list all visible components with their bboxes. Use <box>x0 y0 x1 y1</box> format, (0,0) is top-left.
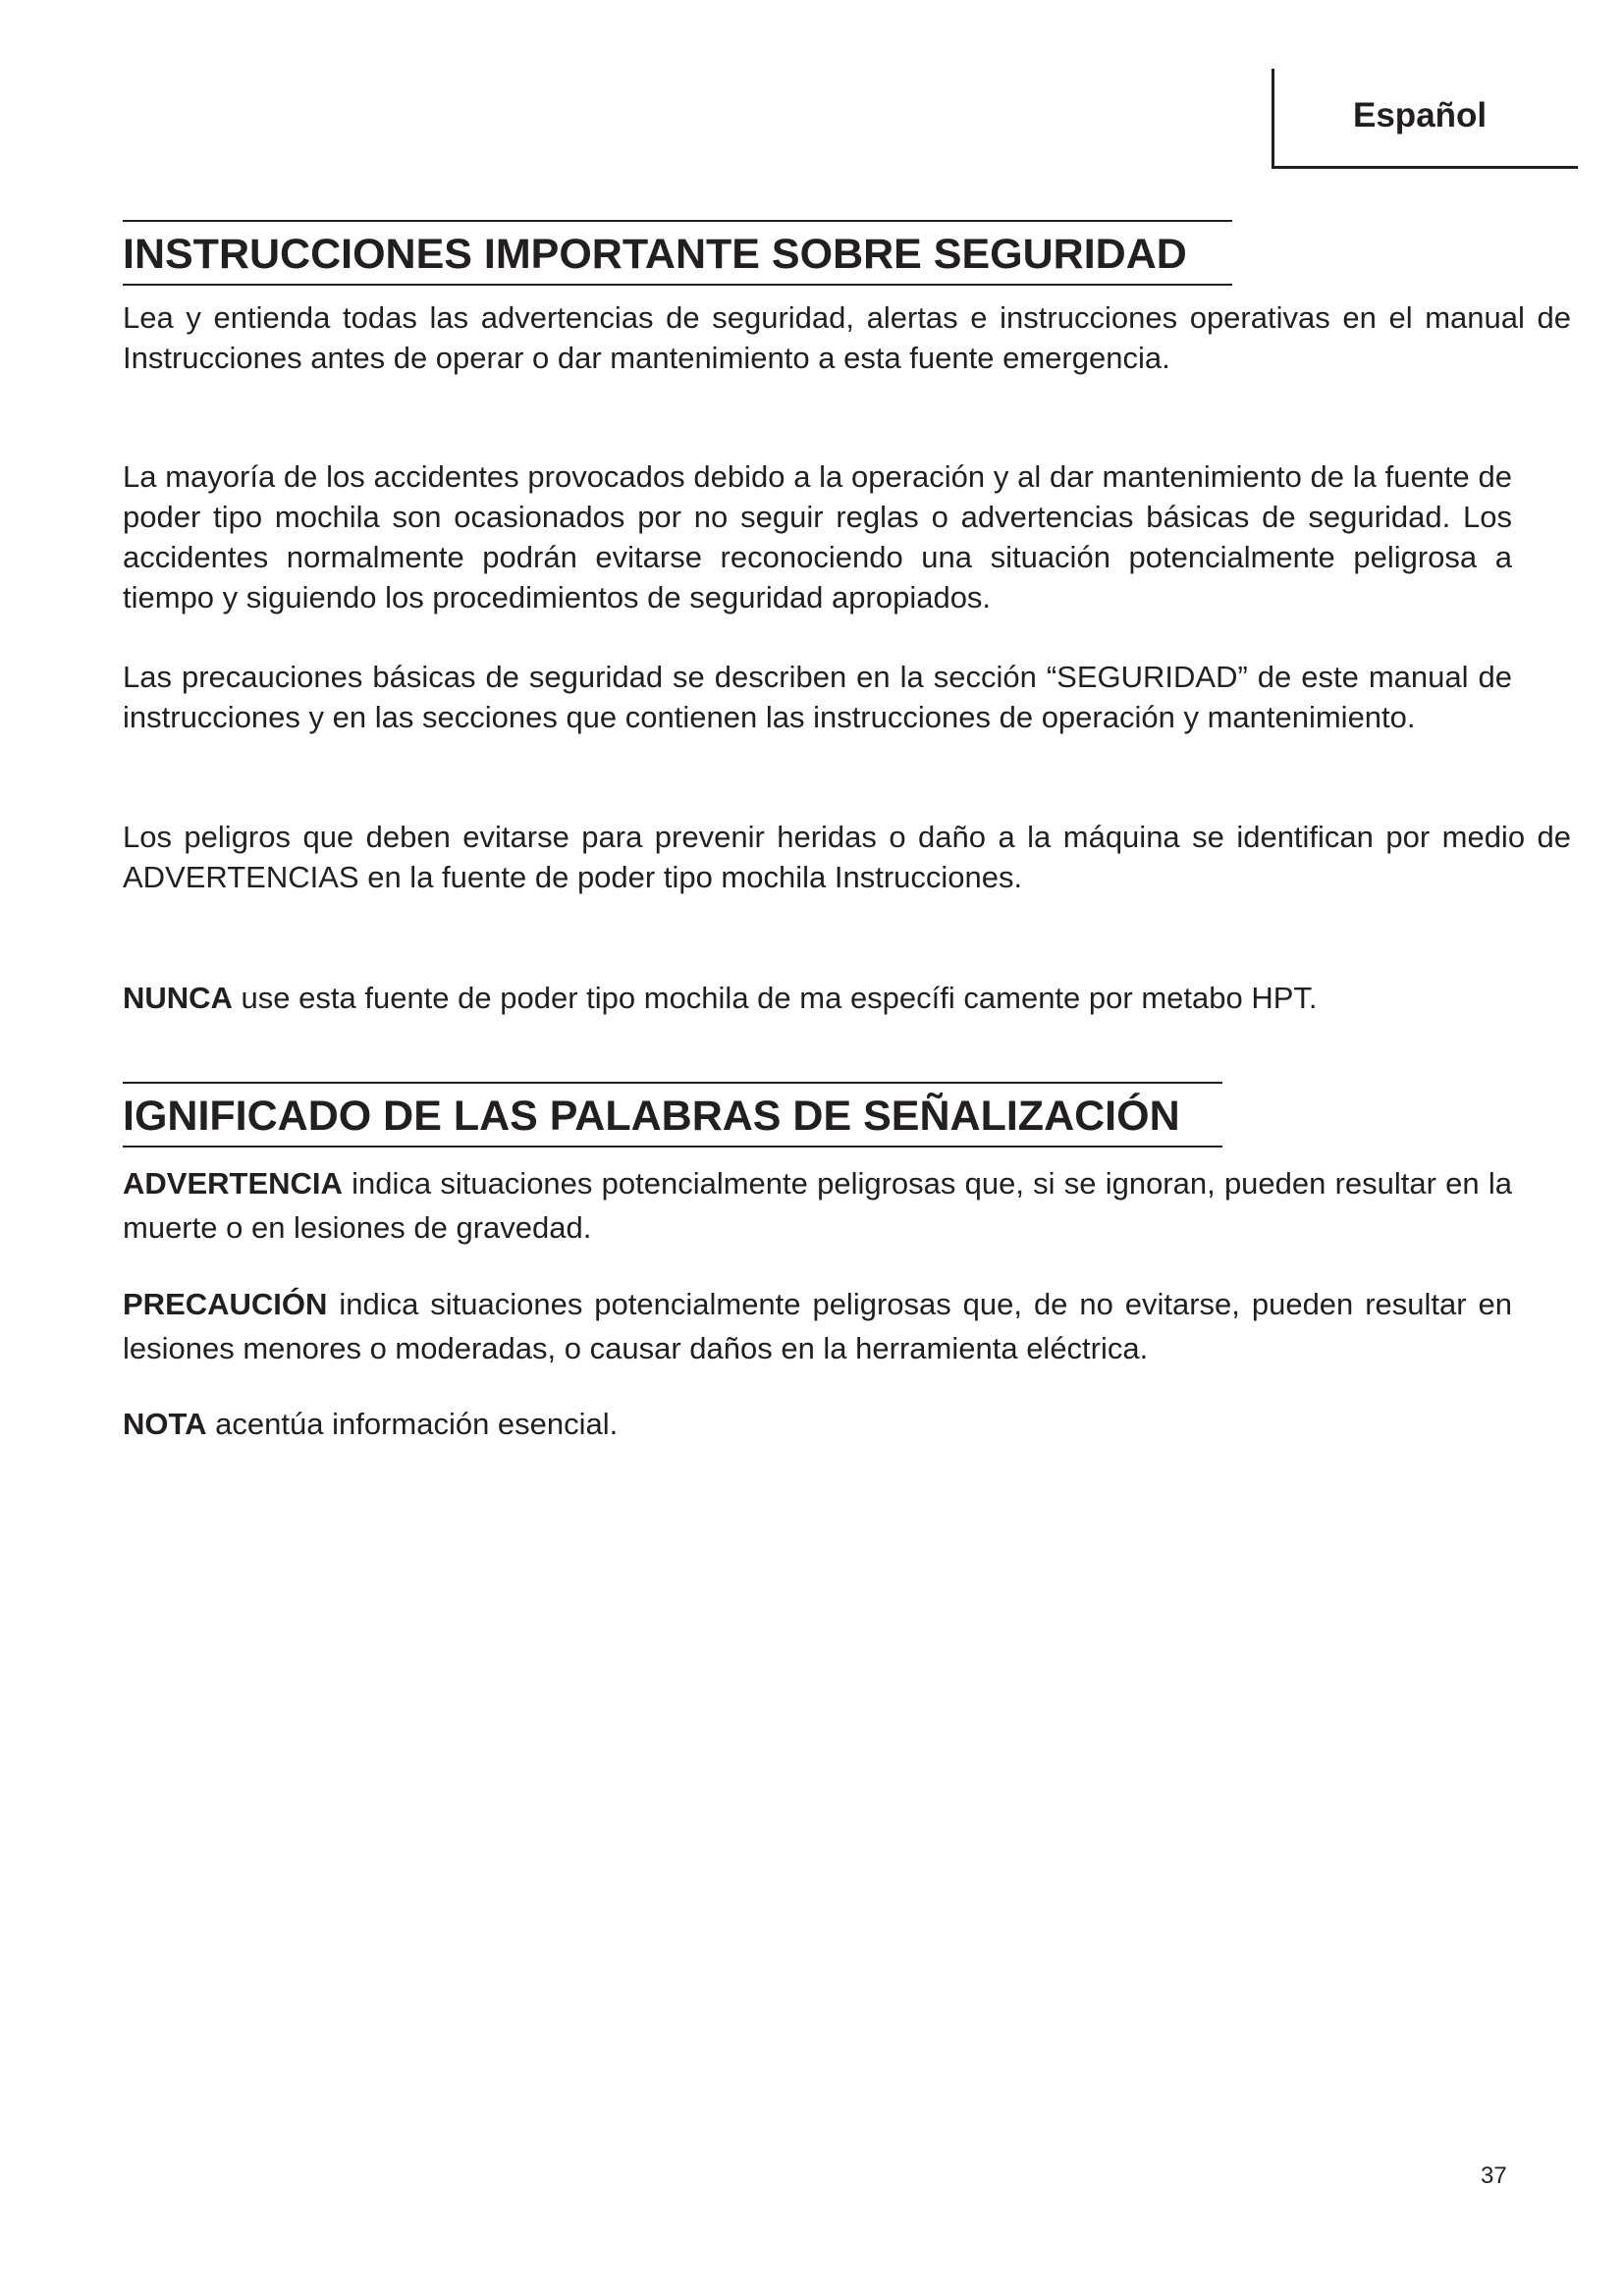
term-note-definition: acentúa información esencial. <box>206 1407 619 1441</box>
paragraph-read-instructions: Lea y entienda todas las advertencias de seguridad, alertas e instrucciones operativas en el manual de Instrucciones antes de operar o dar mantenimiento a esta fuente emergencia. <box>123 300 1571 375</box>
never-text: use esta fuente de poder tipo mochila de ma específi camente por metabo HPT. <box>232 981 1318 1015</box>
term-note <box>123 1404 1512 1444</box>
term-warning-definition: indica situaciones potencialmente peligrosas que, si se ignoran, pueden resultar en la muerte o en lesiones de gravedad. <box>123 1166 1512 1245</box>
paragraph-accidents: La mayoría de los accidentes provocados debido a la operación y al dar mantenimiento de la fuente de poder tipo mochila son ocasionados por no seguir reglas o advertencias básicas de seguridad. Los accidentes normalmente podrán evitarse reconociendo una situación potencialmente peligrosa a tiempo y siguiendo los procedimientos de seguridad apropiados. <box>123 459 1512 614</box>
signal-words-heading: IGNIFICADO DE LAS PALABRAS DE SEÑALIZACIÓN <box>123 1082 1222 1148</box>
term-warning-label: ADVERTENCIA <box>123 1166 343 1201</box>
safety-instructions-heading: INSTRUCCIONES IMPORTANTE SOBRE SEGURIDAD <box>123 220 1232 286</box>
language-tab <box>1272 69 1578 169</box>
term-caution <box>123 1282 1512 1370</box>
page-number: 37 <box>1481 2163 1507 2189</box>
language-label: Español <box>1353 96 1488 134</box>
never-lead: NUNCA <box>123 981 233 1015</box>
term-caution-definition: indica situaciones potencialmente peligrosas que, de no evitarse, pueden resultar en lesiones menores o moderadas, o causar daños en la herramienta eléctrica. <box>123 1287 1512 1365</box>
paragraph-hazards: Los peligros que deben evitarse para prevenir heridas o daño a la máquina se identifican por medio de ADVERTENCIAS en la fuente de poder tipo mochila Instrucciones. <box>123 820 1571 894</box>
term-caution-label: PRECAUCIÓN <box>123 1287 328 1321</box>
paragraph-precautions: Las precauciones básicas de seguridad se describen en la sección “SEGURIDAD” de este manual de instrucciones y en las secciones que contienen las instrucciones de operación y mantenimiento. <box>123 660 1512 734</box>
term-warning <box>123 1161 1512 1250</box>
term-note-label: NOTA <box>123 1407 207 1441</box>
paragraph-never <box>123 978 1571 1018</box>
